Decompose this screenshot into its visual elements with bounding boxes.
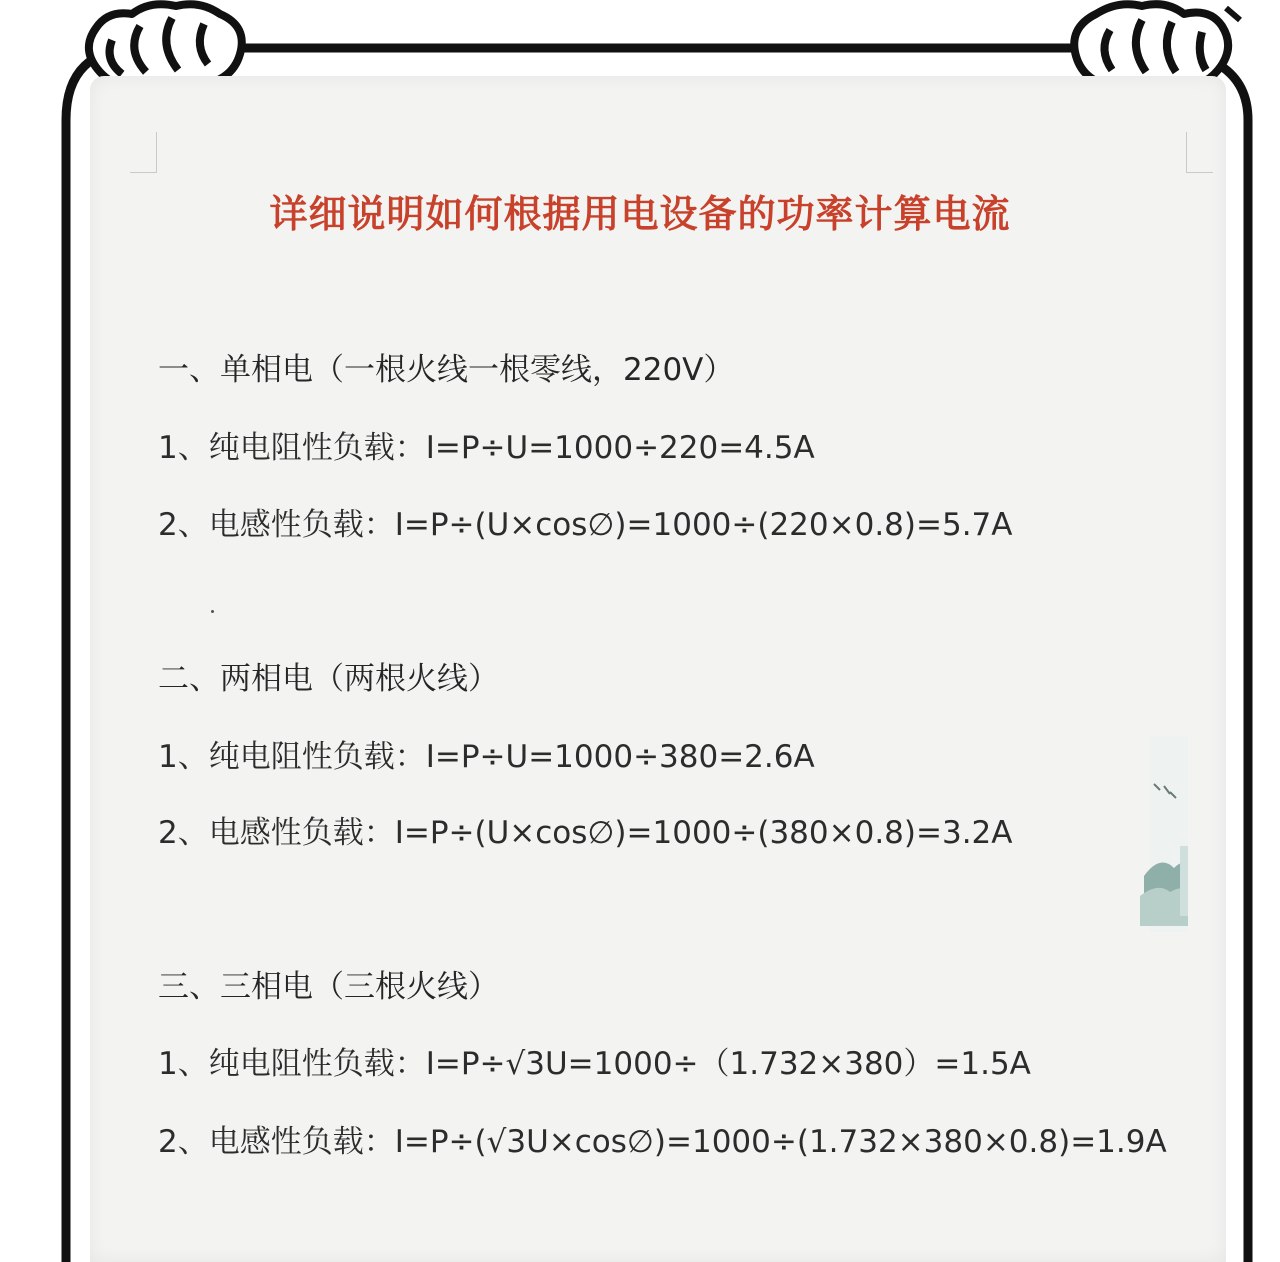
- corner-mark-icon: [1226, 8, 1240, 20]
- formula-two-phase-inductive: 2、电感性负载：I=P÷(U×cos∅)=1000÷(380×0.8)=3.2A: [158, 815, 1013, 851]
- section-heading-two-phase: 二、两相电（两根火线）: [158, 661, 499, 697]
- section-heading-single-phase: 一、单相电（一根火线一根零线，220V）: [158, 352, 735, 388]
- formula-two-phase-resistive: 1、纯电阻性负载：I=P÷U=1000÷380=2.6A: [158, 739, 815, 775]
- section-heading-three-phase: 三、三相电（三根火线）: [158, 969, 499, 1005]
- crop-mark-top-right: [1186, 132, 1213, 173]
- formula-three-phase-resistive: 1、纯电阻性负载：I=P÷√3U=1000÷（1.732×380）=1.5A: [158, 1046, 1031, 1082]
- page-title: 详细说明如何根据用电设备的功率计算电流: [269, 192, 1011, 236]
- formula-single-phase-inductive: 2、电感性负载：I=P÷(U×cos∅)=1000÷(220×0.8)=5.7A: [158, 507, 1013, 543]
- stray-dot: [211, 610, 214, 613]
- formula-single-phase-resistive: 1、纯电阻性负载：I=P÷U=1000÷220=4.5A: [158, 430, 815, 466]
- formula-three-phase-inductive: 2、电感性负载：I=P÷(√3U×cos∅)=1000÷(1.732×380×0.8)=1.9A: [158, 1124, 1167, 1160]
- landscape-decoration-icon: [1140, 736, 1188, 932]
- crop-mark-top-left: [130, 132, 157, 173]
